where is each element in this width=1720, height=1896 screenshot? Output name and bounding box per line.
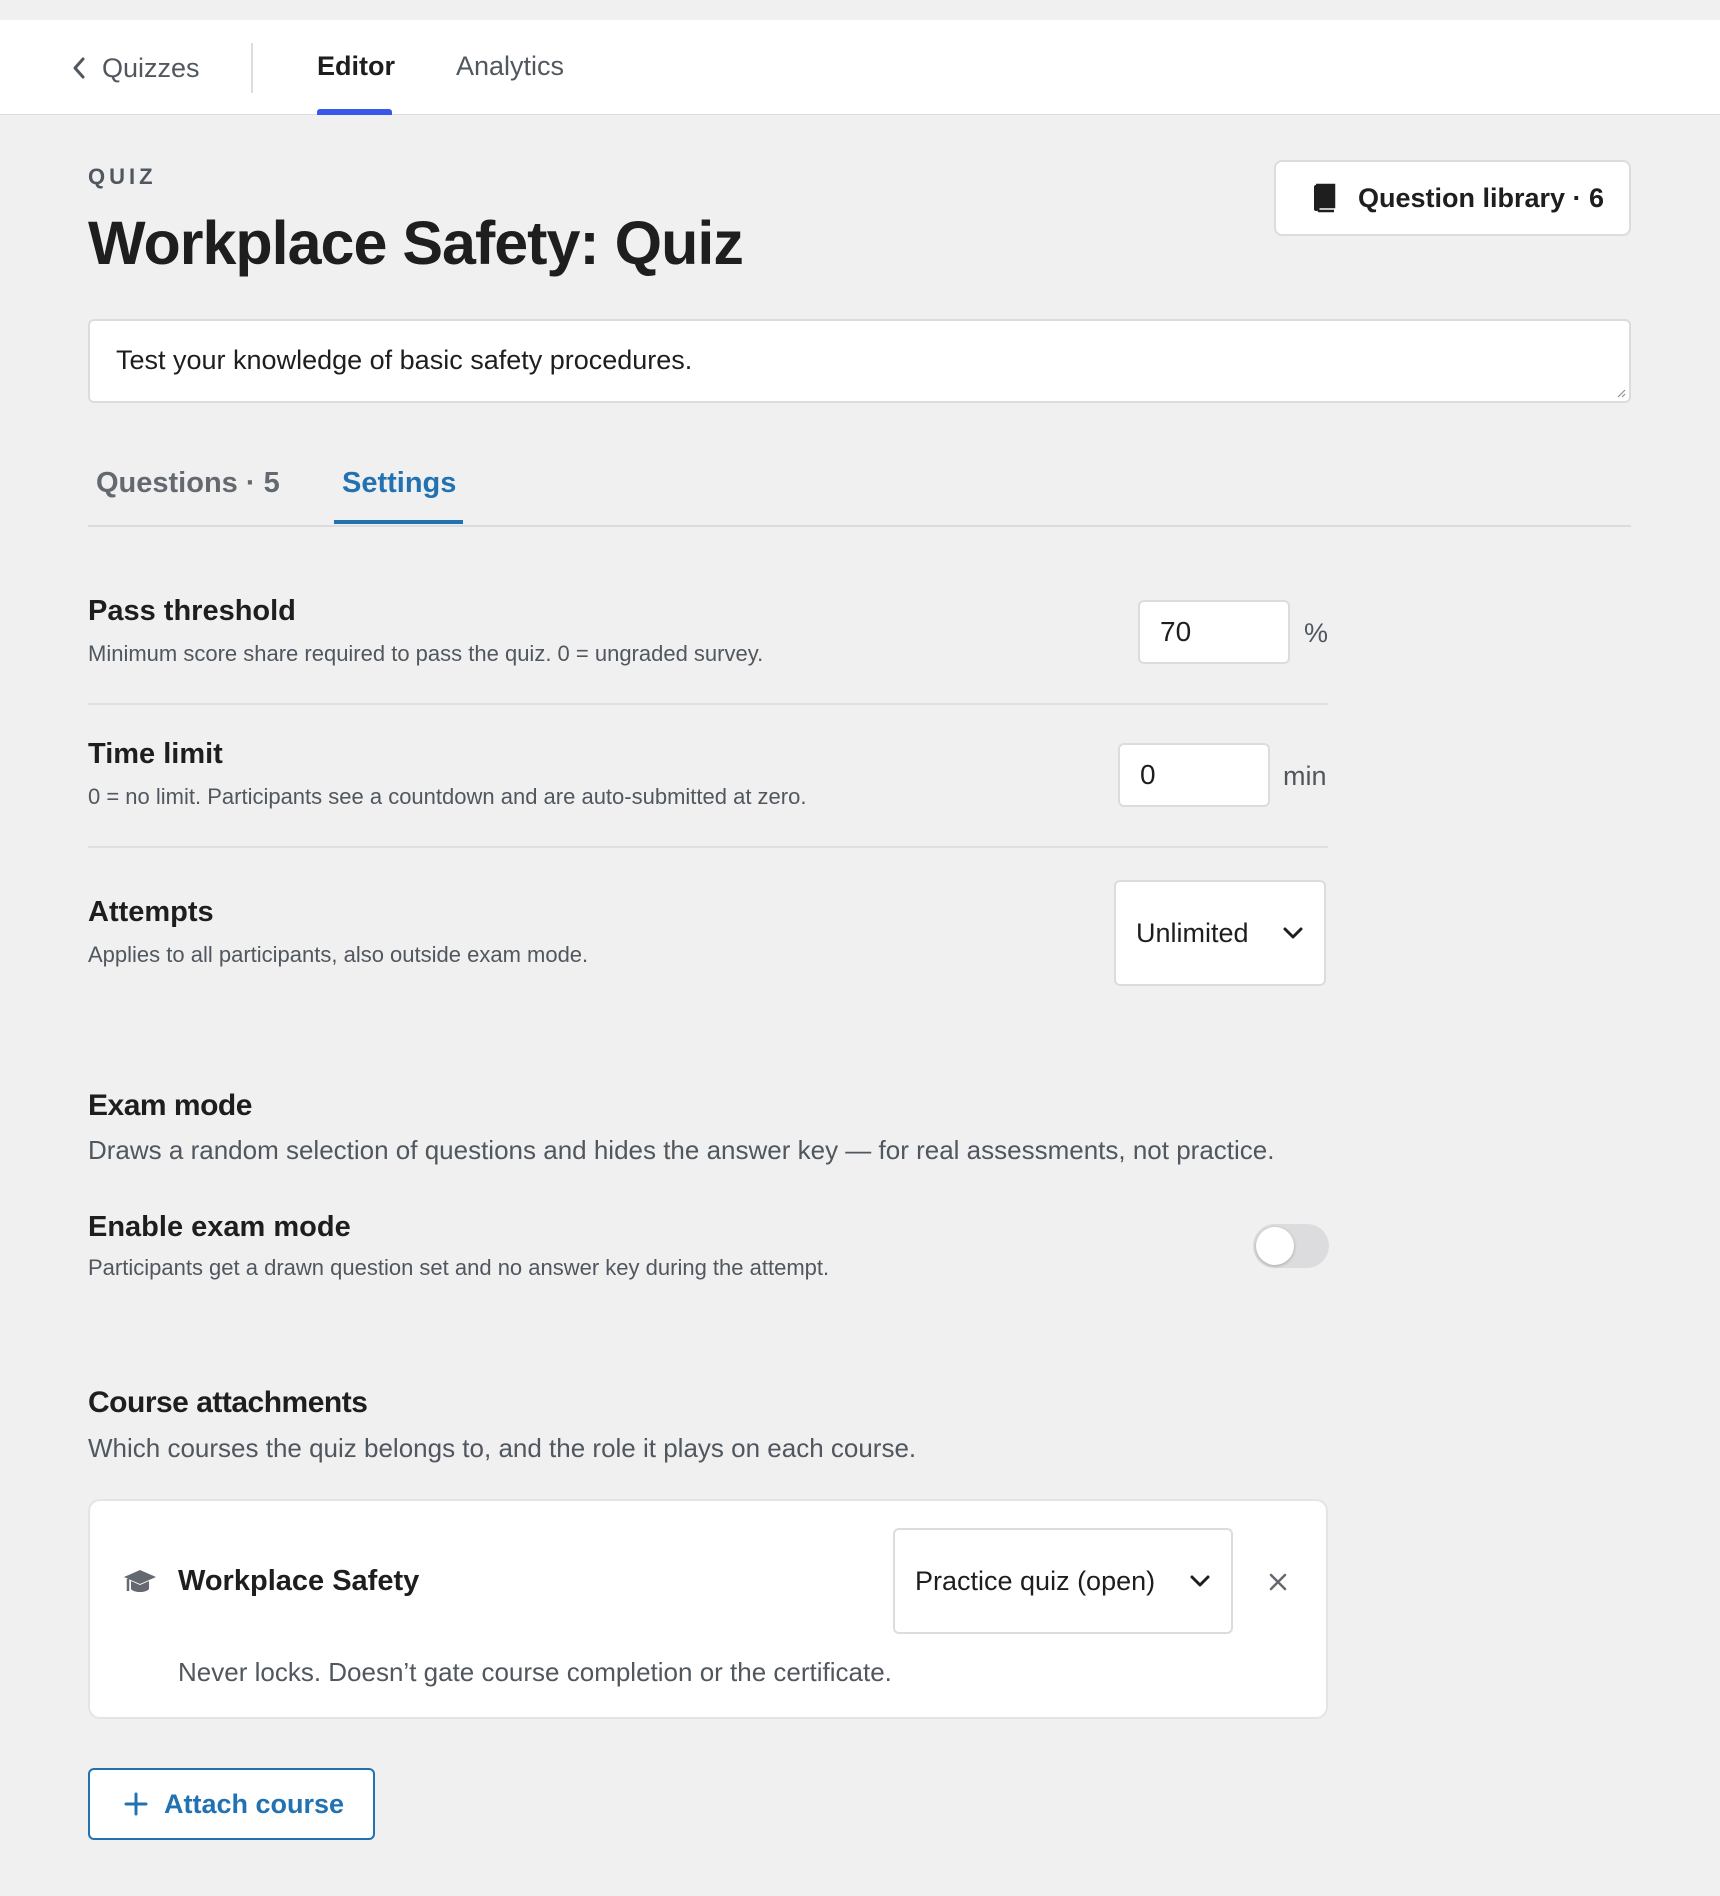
exam-mode-toggle[interactable] xyxy=(1253,1224,1329,1268)
back-to-quizzes-link[interactable] xyxy=(70,51,200,85)
tab-settings[interactable]: Settings xyxy=(342,467,457,499)
question-library-button[interactable] xyxy=(1274,160,1631,236)
sub-tab-active-indicator xyxy=(334,520,463,524)
exam-mode-title: Exam mode xyxy=(88,1089,252,1122)
attempts-select[interactable] xyxy=(1114,880,1326,986)
pass-threshold-unit: % xyxy=(1304,618,1329,648)
attach-course-label: Attach course xyxy=(164,1788,345,1819)
row-divider xyxy=(88,703,1328,705)
question-library-label: Question library · 6 xyxy=(1358,182,1605,213)
row-divider xyxy=(88,846,1328,848)
quiz-description-value: Test your knowledge of basic safety procedures. xyxy=(116,345,693,375)
chevron-down-icon xyxy=(1282,925,1304,941)
page-eyebrow: QUIZ xyxy=(88,164,157,189)
course-role-select[interactable] xyxy=(893,1528,1233,1634)
chevron-down-icon xyxy=(1189,1573,1211,1589)
pass-threshold-help: Minimum score share required to pass the quiz. 0 = ungraded survey. xyxy=(88,641,764,666)
sub-tabs-divider xyxy=(88,525,1631,527)
attempts-title: Attempts xyxy=(88,896,214,928)
chevron-left-icon xyxy=(70,55,88,81)
pass-threshold-input[interactable] xyxy=(1138,600,1290,664)
tab-analytics[interactable]: Analytics xyxy=(456,51,565,81)
nav-divider xyxy=(251,43,253,93)
top-nav xyxy=(0,20,1720,115)
attempts-help: Applies to all participants, also outside exam mode. xyxy=(88,942,589,967)
course-role-value: Practice quiz (open) xyxy=(915,1565,1156,1596)
back-link-label: Quizzes xyxy=(102,52,200,83)
time-limit-value: 0 xyxy=(1140,759,1156,790)
exam-mode-help: Draws a random selection of questions and hides the answer key — for real assessments, not practice. xyxy=(88,1135,1275,1165)
course-attachment-card xyxy=(88,1499,1328,1719)
time-limit-title: Time limit xyxy=(88,738,223,770)
enable-exam-mode-help: Participants get a drawn question set and no answer key during the attempt. xyxy=(88,1255,830,1280)
plus-icon xyxy=(124,1792,148,1816)
enable-exam-mode-title: Enable exam mode xyxy=(88,1211,351,1243)
time-limit-input[interactable] xyxy=(1118,743,1270,807)
pass-threshold-title: Pass threshold xyxy=(88,595,296,627)
course-attachments-title: Course attachments xyxy=(88,1386,368,1419)
tab-questions[interactable]: Questions · 5 xyxy=(96,467,280,499)
book-icon xyxy=(1312,183,1338,213)
course-name: Workplace Safety xyxy=(178,1565,420,1597)
attempts-value: Unlimited xyxy=(1136,917,1249,948)
time-limit-unit: min xyxy=(1283,761,1327,791)
course-attachments-help: Which courses the quiz belongs to, and the role it plays on each course. xyxy=(88,1433,917,1463)
toggle-knob xyxy=(1256,1227,1294,1265)
attach-course-button[interactable] xyxy=(88,1768,375,1840)
resize-handle-icon[interactable] xyxy=(1616,388,1626,398)
graduation-cap-icon xyxy=(122,1567,158,1597)
tab-editor[interactable]: Editor xyxy=(317,51,395,81)
page-title: Workplace Safety: Quiz xyxy=(88,209,743,277)
time-limit-help: 0 = no limit. Participants see a countdown and are auto-submitted at zero. xyxy=(88,784,807,809)
remove-course-icon[interactable] xyxy=(1265,1569,1291,1595)
quiz-description-field[interactable] xyxy=(88,319,1631,403)
course-role-note: Never locks. Doesn’t gate course completion or the certificate. xyxy=(178,1657,892,1687)
active-tab-indicator xyxy=(317,109,392,115)
pass-threshold-value: 70 xyxy=(1160,616,1192,647)
